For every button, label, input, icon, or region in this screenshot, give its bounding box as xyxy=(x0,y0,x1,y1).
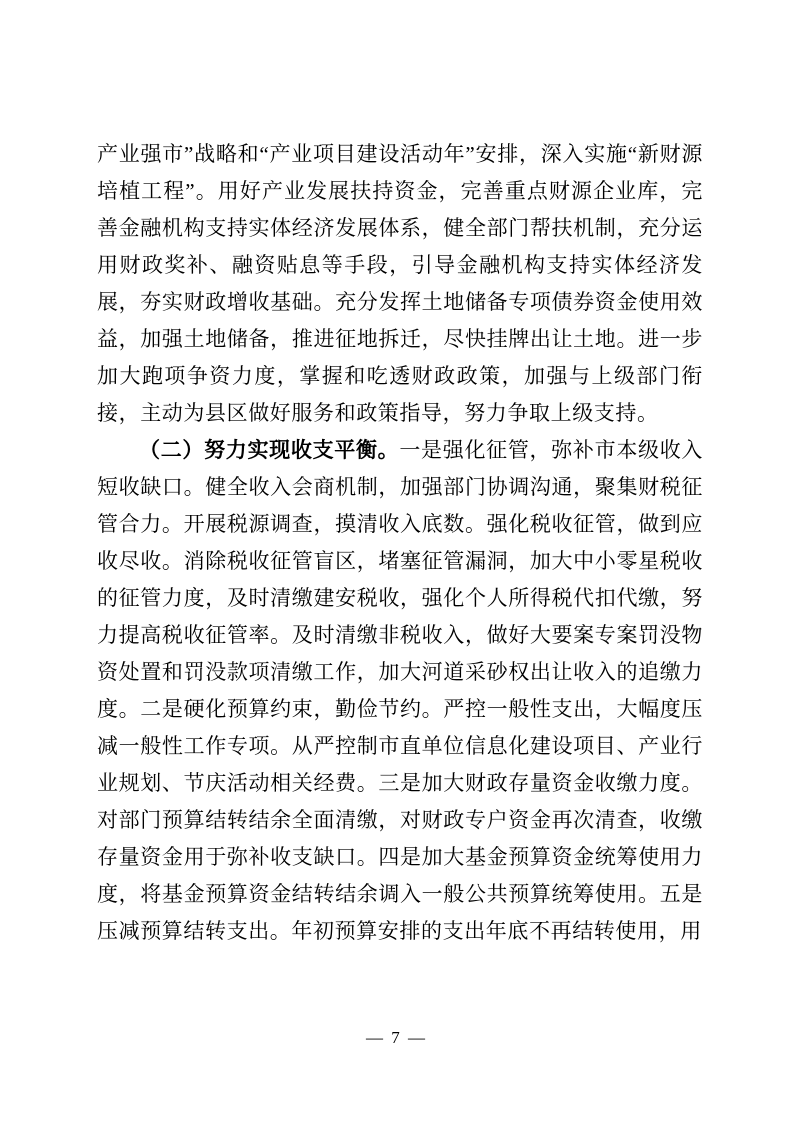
page-number: — 7 — xyxy=(366,1028,427,1047)
paragraph-2 xyxy=(97,432,703,950)
document-body xyxy=(97,136,703,950)
paragraph-2-lead-bold: （二）努力实现收支平衡。 xyxy=(139,438,400,462)
paragraph-1-text-1: 产业强市”战略和“产业项目建设活动年”安排，深入实施“新财源培植工程”。用好产业发展扶持资金，完善重点财源企业库，完善金融机构支持实体经济发展体系，健全部门帮扶机制，充分运用财政奖补、融资贴息等手段，引导金融机构支持实体经济发展，夯实财政增收基础。充分发挥土地储备专项债券资金使用效益，加强土地储备，推进征地拆迁，尽快挂牌出让土地。进一步加大跑项争资力度，掌握和吃透财政政策，加强与上级部门衔接，主动为县区做好服务和政策指导，努力争取上级支持。 xyxy=(97,142,703,425)
paragraph-2-text-2: 一是强化征管，弥补市本级收入短收缺口。健全收入会商机制，加强部门协调沟通，聚集财税征管合力。开展税源调查，摸清收入底数。强化税收征管，做到应收尽收。消除税收征管盲区，堵塞征管漏洞，加大中小零星税收的征管力度，及时清缴建安税收，强化个人所得税代扣代缴，努力提高税收征管率。及时清缴非税收入，做好大要案专案罚没物资处置和罚没款项清缴工作，加大河道采砂权出让收入的追缴力度。二是硬化预算约束，勤俭节约。严控一般性支出，大幅度压减一般性工作专项。从严控制市直单位信息化建设项目、产业行业规划、节庆活动相关经费。三是加大财政存量资金收缴力度。对部门预算结转结余全面清缴，对财政专户资金再次清查，收缴存量资金用于弥补收支缺口。四是加大基金预算资金统筹使用力度，将基金预算资金结转结余调入一般公共预算统筹使用。五是压减预算结转支出。年初预算安排的支出年底不再结转使用，用 xyxy=(97,438,704,943)
paragraph-1 xyxy=(97,136,703,432)
